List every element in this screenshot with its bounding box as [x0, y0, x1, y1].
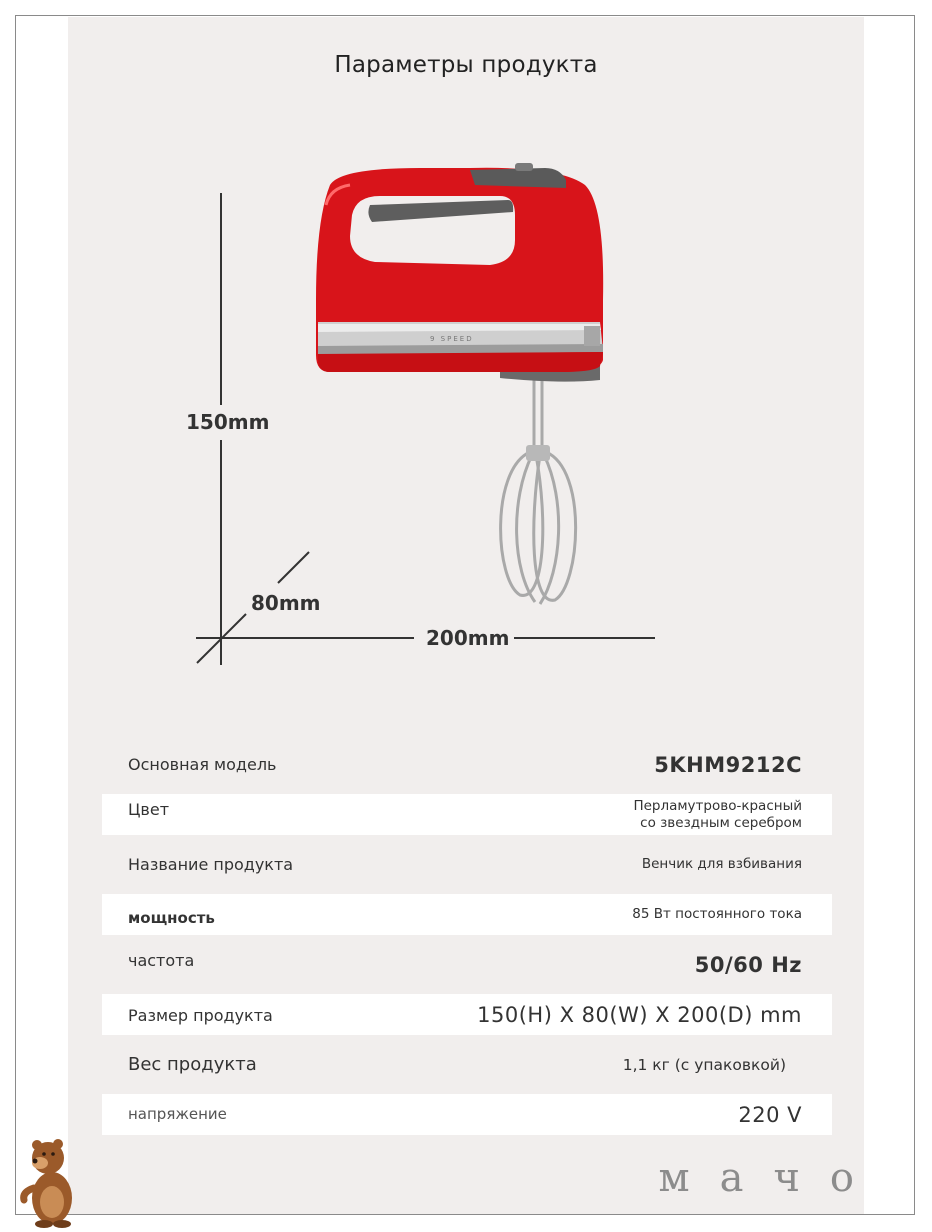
spec-row-size	[102, 994, 832, 1035]
spec-label: Основная модель	[128, 755, 277, 774]
spec-row-model	[102, 744, 832, 785]
bear-mascot-icon	[18, 1136, 80, 1228]
spec-label: мощность	[128, 909, 215, 927]
spec-label: Размер продукта	[128, 1006, 273, 1025]
spec-row-voltage	[102, 1094, 832, 1135]
spec-value: 150(H) X 80(W) X 200(D) mm	[477, 1002, 802, 1027]
spec-label: частота	[128, 951, 195, 970]
spec-table	[102, 744, 832, 1144]
height-dimension-label: 150mm	[186, 410, 270, 434]
page-title: Параметры продукта	[334, 52, 598, 78]
mixer-speed-text: 9 SPEED	[430, 335, 474, 343]
spec-value: 220 V	[738, 1102, 802, 1127]
width-axis-upper	[278, 552, 309, 583]
depth-dimension-label: 200mm	[426, 626, 510, 650]
spec-label: напряжение	[128, 1105, 227, 1123]
spec-row-weight	[102, 1044, 832, 1085]
spec-label: Цвет	[128, 800, 170, 819]
spec-value: 50/60 Hz	[694, 952, 802, 977]
spec-value: 85 Вт постоянного тока	[632, 906, 802, 922]
spec-row-power	[102, 894, 832, 935]
spec-value: Перламутрово-красный со звездным серебром	[633, 797, 802, 831]
spec-value: 1,1 кг (с упаковкой)	[622, 1055, 786, 1074]
spec-row-frequency	[102, 944, 832, 985]
brand-logo-text: мачо	[658, 1155, 884, 1201]
spec-value: 5KHM9212C	[654, 752, 802, 777]
spec-label: Название продукта	[128, 855, 294, 874]
width-dimension-label: 80mm	[251, 591, 321, 615]
hand-mixer-image	[316, 163, 603, 604]
spec-row-product-name	[102, 844, 832, 885]
spec-row-color	[102, 794, 832, 835]
spec-label: Вес продукта	[128, 1054, 257, 1075]
spec-value: Венчик для взбивания	[641, 856, 802, 872]
